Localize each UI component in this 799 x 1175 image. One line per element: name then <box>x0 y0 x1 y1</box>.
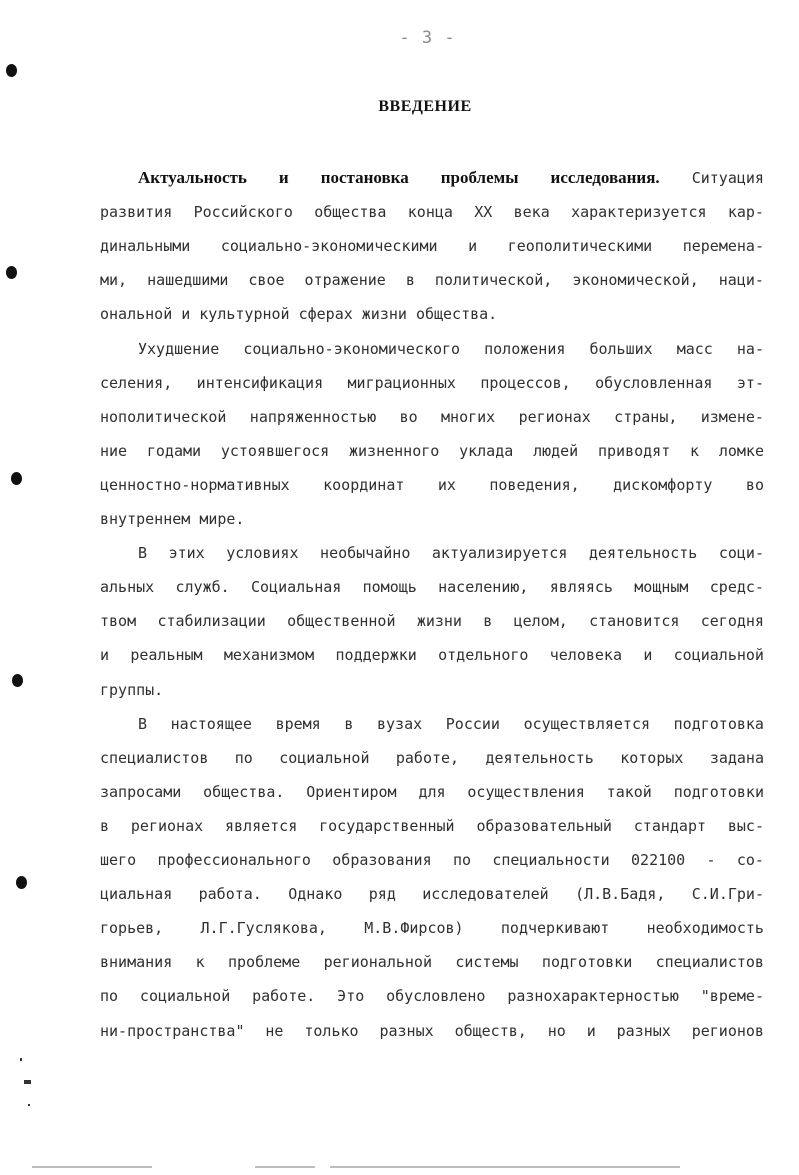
word: эт- <box>736 373 764 392</box>
binder-hole-mark <box>11 472 22 485</box>
word: подготовки <box>673 782 764 801</box>
word: координат <box>323 475 405 494</box>
word: соци- <box>718 544 764 563</box>
word: работе. <box>252 987 316 1006</box>
word: характеризуется <box>571 203 707 222</box>
word: внимания <box>100 953 173 972</box>
word: социально-экономического <box>243 339 461 358</box>
scan-speck <box>20 1058 22 1061</box>
text-line <box>100 849 764 871</box>
word: годами <box>146 441 202 460</box>
word: только <box>304 1021 359 1040</box>
binder-hole-mark <box>16 876 27 889</box>
text-line <box>100 269 764 291</box>
word: селения, <box>100 373 173 392</box>
text-line <box>100 406 764 428</box>
text-line <box>100 644 764 666</box>
word: средс- <box>709 578 764 597</box>
word: стабилизации <box>157 612 266 631</box>
word: работа. <box>198 885 262 904</box>
word: их <box>437 475 456 494</box>
scan-bottom-rule <box>255 1166 315 1168</box>
scan-speck <box>24 1080 31 1084</box>
word: М.В.Фирсов) <box>364 919 464 938</box>
text-line <box>100 474 764 496</box>
scan-bottom-rule <box>32 1166 152 1168</box>
word: С.И.Гри- <box>691 885 764 904</box>
word: жизни <box>361 305 407 324</box>
word: сферах <box>298 305 353 324</box>
page-number: - 3 - <box>399 28 456 48</box>
word: ми, <box>100 271 128 290</box>
word: региональной <box>323 953 432 972</box>
word: России <box>445 714 500 733</box>
word: профессионального <box>157 851 311 869</box>
word: Однако <box>288 885 343 904</box>
text-line <box>138 713 764 735</box>
word: целом, <box>513 612 568 631</box>
word: Л.Г.Гуслякова, <box>200 919 327 938</box>
word: шего <box>100 851 137 869</box>
word: группы. <box>100 680 164 699</box>
word: вузах <box>377 714 423 733</box>
word: горьев, <box>100 919 164 938</box>
word: века <box>513 203 550 222</box>
word: уклада <box>459 441 514 460</box>
word: свое <box>248 271 285 290</box>
word: и <box>181 305 191 324</box>
word: - <box>706 851 716 869</box>
word: отдельного <box>438 646 529 665</box>
word: ряд <box>368 885 396 904</box>
text-line <box>100 747 764 769</box>
word: выс- <box>727 816 764 835</box>
scan-bottom-rule <box>330 1166 680 1168</box>
word: исследования. <box>550 168 660 187</box>
word: для <box>418 782 446 801</box>
word: "време- <box>700 987 764 1006</box>
word: подготовка <box>673 714 764 733</box>
word: жизни <box>416 612 462 631</box>
word: В <box>138 544 148 563</box>
word: дискомфорту <box>613 475 713 494</box>
word: поддержки <box>335 646 417 665</box>
word: культурной <box>199 305 290 324</box>
binder-hole-mark <box>6 64 17 77</box>
word: развития <box>100 203 173 222</box>
text-line <box>100 679 764 701</box>
scan-speck <box>28 1104 30 1106</box>
word: деятельность <box>588 544 698 563</box>
word: постановка <box>320 168 409 187</box>
word: Социальная <box>251 578 342 597</box>
word: ние <box>100 441 128 460</box>
word: образования <box>332 851 432 869</box>
text-line <box>100 883 764 905</box>
word: многих <box>441 407 496 426</box>
word: Ситуация <box>691 169 764 187</box>
word: во <box>745 475 764 494</box>
binder-hole-mark <box>6 266 17 279</box>
word: регионах <box>130 816 204 835</box>
text-line <box>100 917 764 939</box>
word: обусловленная <box>595 373 713 392</box>
word: наци- <box>718 271 764 290</box>
text-line <box>100 508 764 530</box>
word: проблеме <box>228 953 301 972</box>
section-title: ВВЕДЕНИЕ <box>378 98 472 115</box>
word: в <box>483 612 493 631</box>
word: мощным <box>634 578 689 597</box>
word: и <box>100 646 110 665</box>
word: Ориентиром <box>306 782 397 801</box>
word: 022100 <box>631 851 686 869</box>
word: больших <box>589 339 653 358</box>
word: миграционных <box>347 373 456 392</box>
word: мире. <box>199 510 245 528</box>
word: политической, <box>434 271 553 290</box>
text-line <box>100 1020 764 1042</box>
word: приводят <box>598 441 671 460</box>
word: общества. <box>415 305 498 324</box>
text-line <box>138 542 764 564</box>
word: ценностно-нормативных <box>100 475 290 494</box>
word: по <box>452 851 471 869</box>
word: которых <box>620 748 684 767</box>
word: нополитической <box>100 407 227 426</box>
text-line <box>100 781 764 803</box>
text-line <box>100 235 764 257</box>
word: осуществления <box>467 782 585 801</box>
text-line <box>100 951 764 973</box>
word: деятельность <box>485 748 594 767</box>
word: разнохарактерностью <box>507 987 679 1006</box>
word: общества. <box>203 782 285 801</box>
word: проблемы <box>440 168 519 187</box>
word: страны, <box>614 407 678 426</box>
word: специальности <box>492 851 610 869</box>
text-line <box>100 303 764 325</box>
word: и <box>586 1021 596 1040</box>
word: к <box>195 953 205 972</box>
word: необычайно <box>320 544 411 563</box>
word: регионов <box>691 1021 764 1040</box>
word: со- <box>736 851 764 869</box>
word: в <box>405 271 415 290</box>
word: экономической, <box>572 271 699 290</box>
word: условиях <box>226 544 299 563</box>
word: в <box>100 816 110 835</box>
word: нашедшими <box>147 271 229 290</box>
word: реальным <box>130 646 203 665</box>
word: актуализируется <box>431 544 568 563</box>
word: исследователей <box>422 885 549 904</box>
word: подготовки <box>541 953 633 972</box>
word: обществ, <box>454 1021 527 1040</box>
word: но <box>547 1021 566 1040</box>
word: осуществляется <box>523 714 651 733</box>
word: перемена- <box>682 237 764 256</box>
word: государственный <box>319 816 455 835</box>
word: внутреннем <box>100 510 191 528</box>
word: (Л.В.Бадя, <box>575 885 666 904</box>
word: такой <box>606 782 652 801</box>
word: устоявшегося <box>220 441 330 460</box>
word: запросами <box>100 782 182 801</box>
word: задана <box>709 748 764 767</box>
word: населению, <box>438 578 529 597</box>
word: социальной <box>673 646 764 665</box>
word: масс <box>676 339 713 358</box>
text-line <box>100 985 764 1007</box>
word: разных <box>616 1021 671 1040</box>
word: являясь <box>549 578 613 597</box>
word: на- <box>736 339 764 358</box>
word: В <box>138 714 148 733</box>
word: образовательный <box>476 816 612 835</box>
word: ональной <box>100 305 173 324</box>
text-line <box>138 167 764 189</box>
word: интенсификация <box>196 373 324 392</box>
word: Актуальность <box>138 168 247 187</box>
word: конца <box>407 203 453 222</box>
text-line <box>100 201 764 223</box>
word: этих <box>168 544 205 563</box>
word: регионах <box>518 407 591 426</box>
word: системы <box>455 953 519 972</box>
word: в <box>344 714 354 733</box>
word: кар- <box>727 203 764 222</box>
word: Это <box>337 987 365 1006</box>
word: социальной <box>139 987 231 1006</box>
word: во <box>399 407 418 426</box>
word: жизненного <box>349 441 440 460</box>
word: человека <box>549 646 622 665</box>
word: геополитическими <box>507 237 653 256</box>
word: время <box>275 714 321 733</box>
word: отражение <box>304 271 386 290</box>
word: общественной <box>287 612 396 631</box>
word: измене- <box>700 407 764 426</box>
word: альных <box>100 578 155 597</box>
word: циальная <box>100 885 173 904</box>
word: работе, <box>395 748 460 767</box>
word: и <box>643 646 653 665</box>
word: разных <box>379 1021 434 1040</box>
word: социальной <box>279 748 370 767</box>
word: ни-пространства" <box>100 1021 245 1040</box>
word: Российского <box>193 203 293 222</box>
word: механизмом <box>223 646 315 665</box>
word: твом <box>100 612 137 631</box>
text-line <box>100 610 764 632</box>
word: помощь <box>362 578 417 597</box>
word: к <box>690 441 700 460</box>
word: по <box>234 748 253 767</box>
text-line <box>100 372 764 394</box>
word: служб. <box>175 578 230 597</box>
text-line <box>100 440 764 462</box>
word: Ухудшение <box>138 339 220 358</box>
word: настоящее <box>170 714 252 733</box>
word: социально-экономическими <box>220 237 438 256</box>
word: процессов, <box>480 373 571 392</box>
word: и <box>468 237 478 256</box>
word: динальными <box>100 237 191 256</box>
word: является <box>225 816 298 835</box>
word: и <box>278 168 289 187</box>
word: напряженностью <box>249 407 377 426</box>
word: людей <box>533 441 579 460</box>
word: специалистов <box>100 748 209 767</box>
word: специалистов <box>655 953 764 972</box>
word: положения <box>484 339 566 358</box>
word: необходимость <box>646 919 764 938</box>
word: общества <box>314 203 387 222</box>
word: XX <box>474 203 493 222</box>
binder-hole-mark <box>12 674 23 687</box>
word: не <box>265 1021 284 1040</box>
text-line <box>100 576 764 598</box>
word: по <box>100 987 119 1006</box>
word: стандарт <box>633 816 707 835</box>
word: ломке <box>718 441 764 460</box>
word: подчеркивают <box>500 919 610 938</box>
text-line <box>100 815 764 837</box>
word: поведения, <box>489 475 580 494</box>
word: становится <box>589 612 680 631</box>
text-line <box>138 338 764 360</box>
word: сегодня <box>700 612 764 631</box>
word: обусловлено <box>386 987 486 1006</box>
